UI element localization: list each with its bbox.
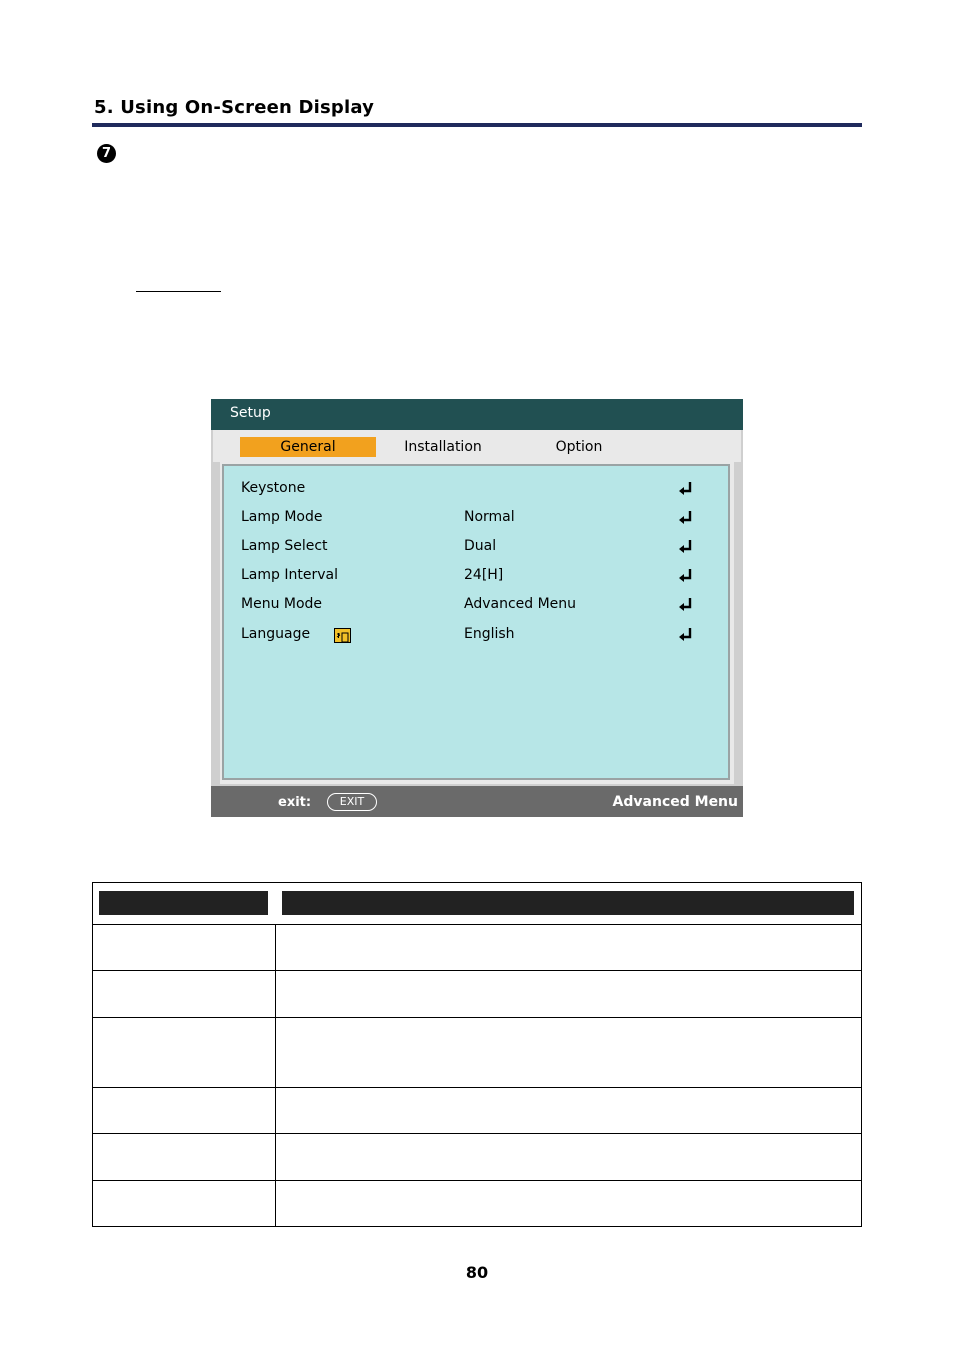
menu-row-lamp-mode[interactable] bbox=[224, 507, 732, 531]
language-icon bbox=[334, 628, 351, 643]
menu-row-label: Lamp Mode bbox=[241, 509, 323, 525]
osd-setup-window bbox=[211, 399, 743, 817]
menu-row-label: Language bbox=[241, 626, 311, 642]
table-row-divider bbox=[93, 1087, 861, 1088]
menu-row-menu-mode[interactable] bbox=[224, 594, 732, 618]
menu-row-keystone[interactable] bbox=[224, 478, 732, 502]
section-title: 5. Using On-Screen Display bbox=[94, 97, 375, 118]
table-row-divider bbox=[93, 1017, 861, 1018]
menu-row-label: Keystone bbox=[241, 480, 306, 496]
title-rule bbox=[92, 123, 862, 127]
menu-row-lamp-interval[interactable] bbox=[224, 565, 732, 589]
table-header-description bbox=[282, 891, 854, 915]
enter-icon bbox=[677, 626, 695, 644]
menu-row-language[interactable] bbox=[224, 624, 732, 648]
menu-row-value: Dual bbox=[464, 538, 497, 554]
osd-window-title: Setup bbox=[230, 405, 271, 421]
tab-general[interactable]: General bbox=[240, 437, 376, 457]
menu-row-value: Advanced Menu bbox=[464, 596, 577, 612]
underline-stub bbox=[136, 291, 221, 292]
table-column-divider bbox=[275, 924, 276, 1226]
tab-installation[interactable]: Installation bbox=[404, 439, 482, 455]
enter-icon bbox=[677, 480, 695, 498]
osd-tab-bar bbox=[213, 430, 741, 462]
osd-menu-list bbox=[222, 464, 730, 780]
menu-row-value: Normal bbox=[464, 509, 515, 525]
osd-header bbox=[211, 399, 743, 430]
enter-icon bbox=[677, 567, 695, 585]
menu-row-label: Lamp Interval bbox=[241, 567, 338, 583]
exit-label: exit: bbox=[278, 795, 312, 810]
tab-option[interactable]: Option bbox=[555, 439, 603, 455]
page-number: 80 bbox=[465, 1263, 489, 1282]
table-header-item bbox=[99, 891, 268, 915]
menu-row-label: Lamp Select bbox=[241, 538, 328, 554]
enter-icon bbox=[677, 509, 695, 527]
table-row-divider bbox=[93, 1180, 861, 1181]
menu-row-label: Menu Mode bbox=[241, 596, 323, 612]
description-table bbox=[92, 882, 862, 1227]
table-row-divider bbox=[93, 1133, 861, 1134]
menu-mode-indicator: Advanced Menu bbox=[612, 794, 738, 810]
menu-row-lamp-select[interactable] bbox=[224, 536, 732, 560]
table-row-divider bbox=[93, 924, 861, 925]
table-row-divider bbox=[93, 970, 861, 971]
menu-row-value: English bbox=[464, 626, 515, 642]
enter-icon bbox=[677, 538, 695, 556]
menu-row-value: 24[H] bbox=[464, 567, 504, 583]
osd-footer bbox=[211, 786, 743, 817]
exit-button[interactable]: EXIT bbox=[327, 793, 377, 811]
step-number-badge: 7 bbox=[97, 144, 116, 163]
enter-icon bbox=[677, 596, 695, 614]
